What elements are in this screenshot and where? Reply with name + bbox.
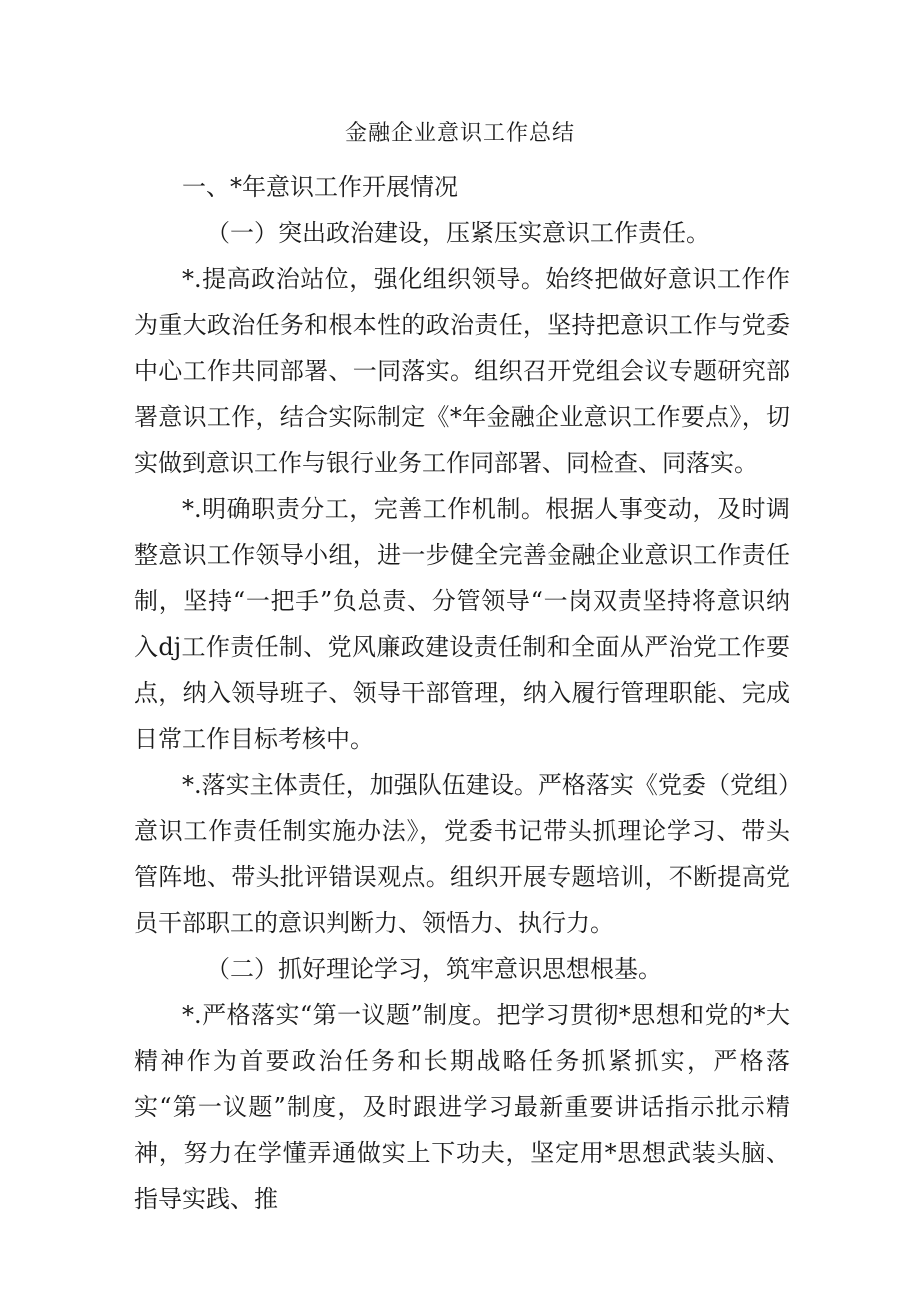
subsection-heading-1: （一）突出政治建设，压紧压实意识工作责任。: [206, 219, 710, 247]
paragraph-1: *.提高政治站位，强化组织领导。始终把做好意识工作作为重大政治任务和根本性的政治责任，坚持把意识工作与党委中心工作共同部署、一同落实。组织召开党组会议专题研究部署意识工作，结合实际制定《*年金融企业意识工作要点》，切实做到意识工作与银行业务工作同部署、同检查、同落实。: [134, 265, 790, 477]
paragraph-2: *.明确职责分工，完善工作机制。根据人事变动，及时调整意识工作领导小组，进一步健全完善金融企业意识工作责任制，坚持“一把手”负总责、分管领导“一岗双责坚持将意识纳入dj工作责任制、党风廉政建设责任制和全面从严治党工作要点，纳入领导班子、领导干部管理，纳入履行管理职能、完成日常工作目标考核中。: [134, 495, 790, 753]
subsection-heading-2: （二）抓好理论学习，筑牢意识思想根基。: [206, 955, 662, 983]
paragraph-4: *.严格落实“第一议题”制度。把学习贯彻*思想和党的*大精神作为首要政治任务和长期战略任务抓紧抓实，严格落实“第一议题”制度，及时跟进学习最新重要讲话指示批示精神，努力在学懂弄通做实上下功夫，坚定用*思想武装头脑、指导实践、推: [134, 1001, 790, 1213]
paragraph-3: *.落实主体责任，加强队伍建设。严格落实《党委（党组）意识工作责任制实施办法》，党委书记带头抓理论学习、带头管阵地、带头批评错误观点。组织开展专题培训，不断提高党员干部职工的意识判断力、领悟力、执行力。: [134, 771, 790, 937]
section-heading-1: 一、*年意识工作开展情况: [182, 173, 458, 201]
document-title: 金融企业意识工作总结: [344, 121, 575, 146]
